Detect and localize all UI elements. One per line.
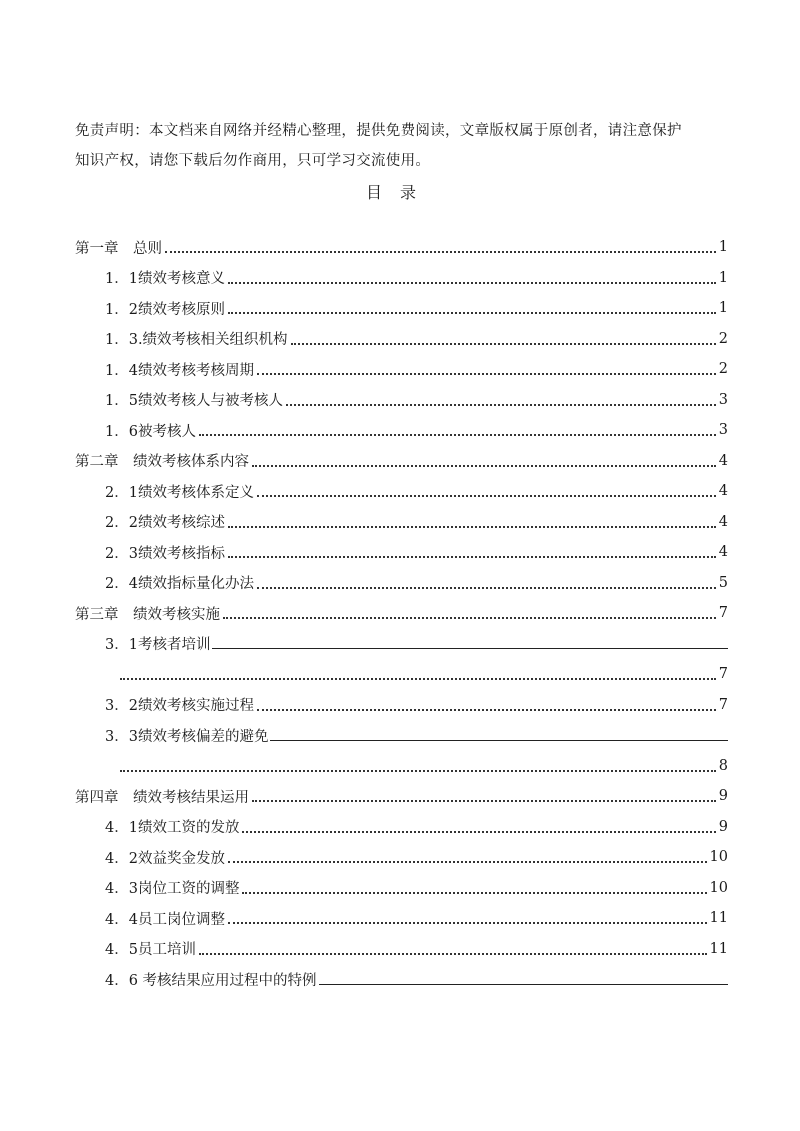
toc-entry-label: 4．6 考核结果应用过程中的特例 (105, 972, 317, 989)
toc-dot-leader (257, 373, 716, 375)
toc-section-entry[interactable] (75, 812, 728, 843)
toc-dot-leader (252, 800, 716, 802)
toc-section-entry[interactable] (75, 324, 728, 355)
toc-dot-leader (257, 709, 716, 711)
toc-entry-continuation (75, 751, 728, 782)
table-of-contents (75, 232, 728, 995)
toc-entry-label: 3．2绩效考核实施过程 (105, 698, 254, 715)
toc-dot-leader (242, 831, 715, 833)
toc-section-entry[interactable] (75, 568, 728, 599)
toc-dot-leader (228, 282, 716, 284)
toc-dot-leader (228, 526, 716, 528)
toc-chapter-entry[interactable] (75, 232, 728, 263)
toc-page-number: 2 (718, 330, 728, 347)
toc-dot-leader (228, 556, 716, 558)
toc-dot-leader (257, 587, 716, 589)
toc-section-entry[interactable] (75, 720, 728, 751)
toc-page-number: 5 (718, 574, 728, 591)
toc-page-number: 11 (709, 910, 728, 927)
toc-section-entry[interactable] (75, 354, 728, 385)
toc-page-number: 8 (718, 757, 728, 774)
toc-entry-label: 1．2绩效考核原则 (105, 301, 225, 318)
toc-section-entry[interactable] (75, 293, 728, 324)
toc-section-entry[interactable] (75, 903, 728, 934)
toc-entry-label: 4．2效益奖金发放 (105, 850, 225, 867)
toc-dot-leader (199, 953, 707, 955)
toc-page-number: 7 (718, 605, 728, 622)
toc-entry-label: 4．5员工培训 (105, 942, 196, 959)
toc-page-number: 1 (718, 239, 728, 256)
toc-entry-label: 第二章 绩效考核体系内容 (75, 454, 249, 471)
toc-page-number: 7 (718, 666, 728, 683)
toc-entry-label: 1．3.绩效考核相关组织机构 (105, 332, 288, 349)
toc-entry-label: 2．1绩效考核体系定义 (105, 484, 254, 501)
toc-chapter-entry[interactable] (75, 781, 728, 812)
toc-underline (319, 984, 728, 985)
toc-section-entry[interactable] (75, 842, 728, 873)
toc-section-entry[interactable] (75, 934, 728, 965)
toc-chapter-entry[interactable] (75, 446, 728, 477)
toc-section-entry[interactable] (75, 263, 728, 294)
toc-dot-leader (165, 251, 716, 253)
toc-entry-label: 第四章 绩效考核结果运用 (75, 789, 249, 806)
toc-entry-label: 4．4员工岗位调整 (105, 911, 225, 928)
toc-dot-leader (199, 434, 716, 436)
disclaimer-line-1: 免责声明：本文档来自网络并经精心整理，提供免费阅读，文章版权属于原创者，请注意保护 (75, 123, 682, 139)
toc-section-entry[interactable] (75, 385, 728, 416)
toc-chapter-entry[interactable] (75, 598, 728, 629)
toc-section-entry[interactable] (75, 690, 728, 721)
toc-dot-leader (223, 617, 716, 619)
toc-entry-label: 2．4绩效指标量化办法 (105, 576, 254, 593)
toc-dot-leader (228, 861, 707, 863)
toc-page-number: 1 (718, 269, 728, 286)
toc-page-number: 3 (718, 422, 728, 439)
toc-page-number: 4 (718, 544, 728, 561)
toc-entry-label: 第三章 绩效考核实施 (75, 606, 220, 623)
toc-dot-leader (228, 312, 716, 314)
toc-page-number: 10 (709, 879, 728, 896)
toc-section-entry[interactable] (75, 964, 728, 995)
toc-entry-label: 1．5绩效考核人与被考核人 (105, 393, 283, 410)
toc-page-number: 9 (718, 818, 728, 835)
toc-dot-leader (120, 678, 716, 680)
toc-entry-label: 3．3绩效考核偏差的避免 (105, 728, 269, 745)
toc-page-number: 11 (709, 940, 728, 957)
toc-entry-label: 1．6被考核人 (105, 423, 196, 440)
toc-dot-leader (291, 343, 716, 345)
toc-entry-label: 2．2绩效考核综述 (105, 515, 225, 532)
toc-title: 目录 (365, 183, 434, 202)
toc-section-entry[interactable] (75, 873, 728, 904)
toc-section-entry[interactable] (75, 537, 728, 568)
toc-page-number: 9 (718, 788, 728, 805)
disclaimer-line-2: 知识产权，请您下载后勿作商用，只可学习交流使用。 (75, 153, 431, 169)
toc-page-number: 7 (718, 696, 728, 713)
toc-entry-label: 4．1绩效工资的发放 (105, 820, 240, 837)
toc-page-number: 4 (718, 513, 728, 530)
toc-entry-label: 1．4绩效考核考核周期 (105, 362, 254, 379)
toc-underline (270, 740, 728, 741)
toc-entry-label: 3．1考核者培训 (105, 637, 211, 654)
toc-page-number: 4 (718, 452, 728, 469)
toc-entry-label: 2．3绩效考核指标 (105, 545, 225, 562)
toc-entry-label: 4．3岗位工资的调整 (105, 881, 240, 898)
toc-dot-leader (120, 770, 716, 772)
toc-dot-leader (242, 892, 706, 894)
toc-page-number: 2 (718, 361, 728, 378)
toc-section-entry[interactable] (75, 629, 728, 660)
toc-entry-label: 第一章 总则 (75, 240, 162, 257)
toc-dot-leader (228, 922, 707, 924)
toc-dot-leader (252, 465, 716, 467)
toc-page-number: 4 (718, 483, 728, 500)
toc-underline (212, 648, 728, 649)
disclaimer (75, 116, 730, 176)
toc-section-entry[interactable] (75, 476, 728, 507)
toc-dot-leader (286, 404, 716, 406)
toc-entry-continuation (75, 659, 728, 690)
toc-page-number: 3 (718, 391, 728, 408)
toc-entry-label: 1．1绩效考核意义 (105, 271, 225, 288)
toc-dot-leader (257, 495, 716, 497)
toc-section-entry[interactable] (75, 415, 728, 446)
toc-section-entry[interactable] (75, 507, 728, 538)
toc-page-number: 10 (709, 849, 728, 866)
toc-page-number: 1 (718, 300, 728, 317)
